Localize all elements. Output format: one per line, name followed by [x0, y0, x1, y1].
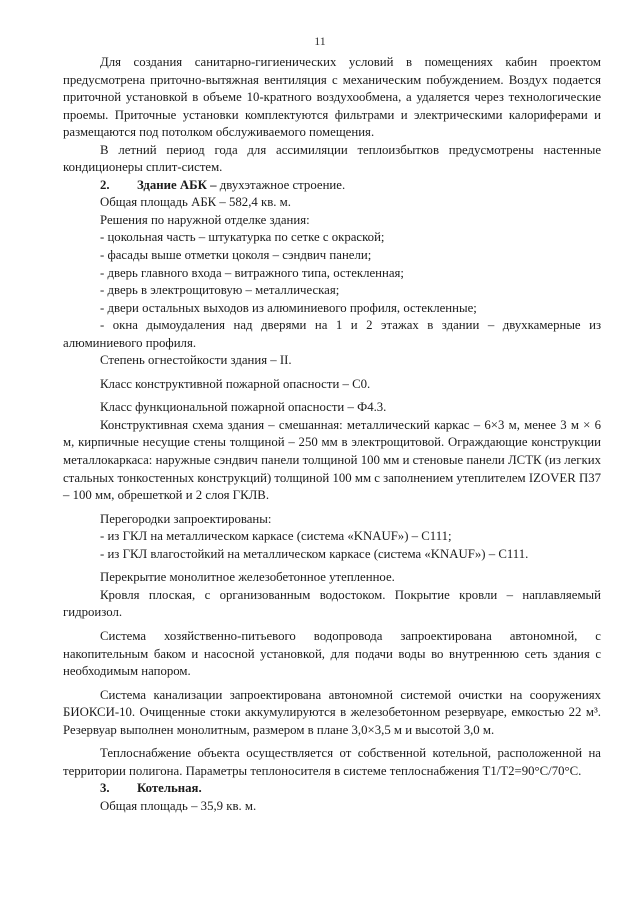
paragraph-structural-fire-class: Класс конструктивной пожарной опасности – С0.: [100, 376, 371, 391]
paragraph-fire-resistance: Степень огнестойкости здания – II.: [100, 353, 292, 368]
list-item: - из ГКЛ на металлическом каркасе (система «KNAUF») – С111;: [100, 529, 452, 544]
section-number: 2.: [100, 177, 110, 192]
section-title: Здание АБК –: [137, 177, 217, 192]
paragraph-heating: Теплоснабжение объекта осуществляется от собственной котельной, расположенной на территории полигона. Параметры теплоносителя в системе теплоснабжения Т1/Т2=90°С/70°С.: [63, 746, 601, 778]
list-item: - дверь главного входа – витражного типа, остекленная;: [100, 265, 404, 280]
paragraph-ventilation: Для создания санитарно-гигиенических условий в помещениях кабин проектом предусмотрена приточно-вытяжная вентиляция с механическим побуждением. Воздух подается приточной установкой в объеме 10-кратного воздухообмена, а удаляется через технологические проемы. Приточные установки комплектуются фильтрами и электрическими калориферами и размещаются под потолком обслуживаемого помещения.: [63, 55, 601, 140]
section-heading-boiler: [63, 780, 601, 798]
paragraph-partitions-intro: Перегородки запроектированы:: [100, 511, 272, 526]
paragraph-structural-scheme: Конструктивная схема здания – смешанная: металлический каркас – 6×3 м, менее 3 м × 6 м, кирпичные несущие стены толщиной – 250 мм в электрощитовой. Ограждающие конструкции металлокаркаса: наружные сэндвич панели толщиной 100 мм и стеновые панели ЛСТК (из легких стальных тонкостенных конструкций) толщиной 100 мм с заполнением утеплителем IZOVER П37 – 100 мм, обрешеткой и 2 слоя ГКЛВ.: [63, 417, 601, 503]
paragraph-functional-fire-class: Класс функциональной пожарной опасности – Ф4.3.: [100, 400, 387, 415]
paragraph-abk-area: Общая площадь АБК – 582,4 кв. м.: [100, 195, 291, 210]
list-item: - окна дымоудаления над дверями на 1 и 2 этажах в здании – двухкамерные из алюминиевого профиля.: [63, 318, 601, 350]
list-item: - из ГКЛ влагостойкий на металлическом каркасе (система «KNAUF») – С111.: [100, 546, 529, 561]
list-item: - фасады выше отметки цоколя – сэндвич панели;: [100, 248, 372, 263]
paragraph-finishing-intro: Решения по наружной отделке здания:: [100, 212, 310, 227]
section-number: 3.: [100, 781, 110, 796]
paragraph-air-conditioners: В летний период года для ассимиляции теплоизбытков предусмотрены настенные кондиционеры сплит-систем.: [63, 142, 601, 175]
list-item: - дверь в электрощитовую – металлическая;: [100, 283, 340, 298]
paragraph-sewage: Система канализации запроектирована автономной системой очистки на сооружениях БИОКСИ-10. Очищенные стоки аккумулируются в железобетонном резервуаре, емкостью 22 м³. Резервуар выполнен монолитным, размером в плане 3,0×3,5 м и высотой 3,0 м.: [63, 687, 601, 737]
paragraph-roof: Кровля плоская, с организованным водостоком. Покрытие кровли – наплавляемый гидроизол.: [63, 587, 601, 620]
document-body: [63, 54, 601, 815]
page-number: 11: [314, 34, 326, 48]
section-heading-abk: [63, 177, 601, 195]
list-item: - цокольная часть – штукатурка по сетке с окраской;: [100, 230, 385, 245]
paragraph-boiler-area: Общая площадь – 35,9 кв. м.: [100, 798, 257, 813]
section-title-rest: двухэтажное строение.: [216, 177, 346, 192]
section-title: Котельная.: [137, 781, 202, 796]
list-item: - двери остальных выходов из алюминиевого профиля, остекленные;: [100, 300, 477, 315]
paragraph-water-supply: Система хозяйственно-питьевого водопровода запроектирована автономной, с накопительным баком и насосной установкой, для подачи воды во внутреннюю сеть здания с необходимым напором.: [63, 628, 601, 679]
paragraph-floor-slab: Перекрытие монолитное железобетонное утепленное.: [100, 570, 395, 585]
